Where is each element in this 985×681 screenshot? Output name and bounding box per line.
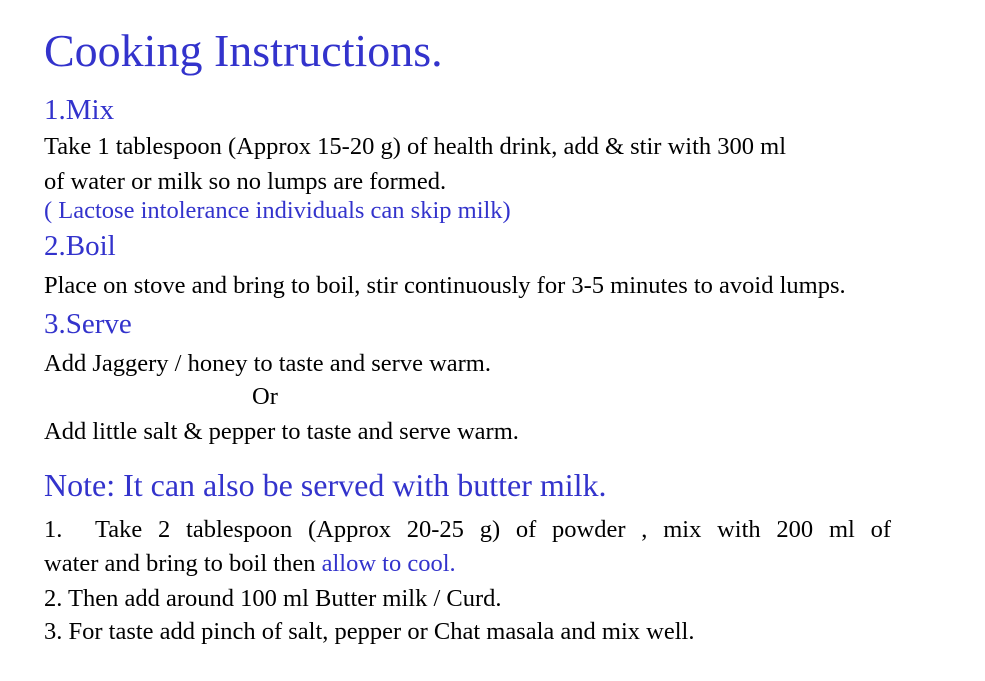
- step-boil-line1: Place on stove and bring to boil, stir continuously for 3-5 minutes to avoid lumps.: [44, 272, 846, 299]
- step-boil-heading: 2.Boil: [44, 230, 116, 262]
- note-item1-cont-text: water and bring to boil then: [44, 550, 316, 577]
- step-mix-heading: 1.Mix: [44, 94, 115, 126]
- note-item1-allow-to-cool: allow to cool.: [321, 550, 456, 577]
- page-title: Cooking Instructions.: [44, 25, 443, 76]
- step-mix-line1: Take 1 tablespoon (Approx 15-20 g) of health drink, add & stir with 300 ml: [44, 133, 786, 160]
- note-item1-continued: [44, 552, 456, 577]
- note-item3: 3. For taste add pinch of salt, pepper or Chat masala and mix well.: [44, 618, 695, 645]
- step-serve-line1: Add Jaggery / honey to taste and serve warm.: [44, 350, 491, 377]
- lactose-note: ( Lactose intolerance individuals can skip milk): [44, 197, 511, 224]
- step-mix-line2: of water or milk so no lumps are formed.: [44, 168, 447, 195]
- note-item1-text: Take 2 tablespoon (Approx 20-25 g) of powder , mix with 200 ml of: [95, 516, 891, 543]
- note-item1-number: 1.: [44, 516, 63, 543]
- step-serve-heading: 3.Serve: [44, 308, 132, 340]
- step-serve-or: Or: [252, 383, 278, 410]
- note-heading: Note: It can also be served with butter milk.: [44, 467, 607, 503]
- note-item2: 2. Then add around 100 ml Butter milk / Curd.: [44, 585, 502, 612]
- step-serve-line2: Add little salt & pepper to taste and serve warm.: [44, 418, 519, 445]
